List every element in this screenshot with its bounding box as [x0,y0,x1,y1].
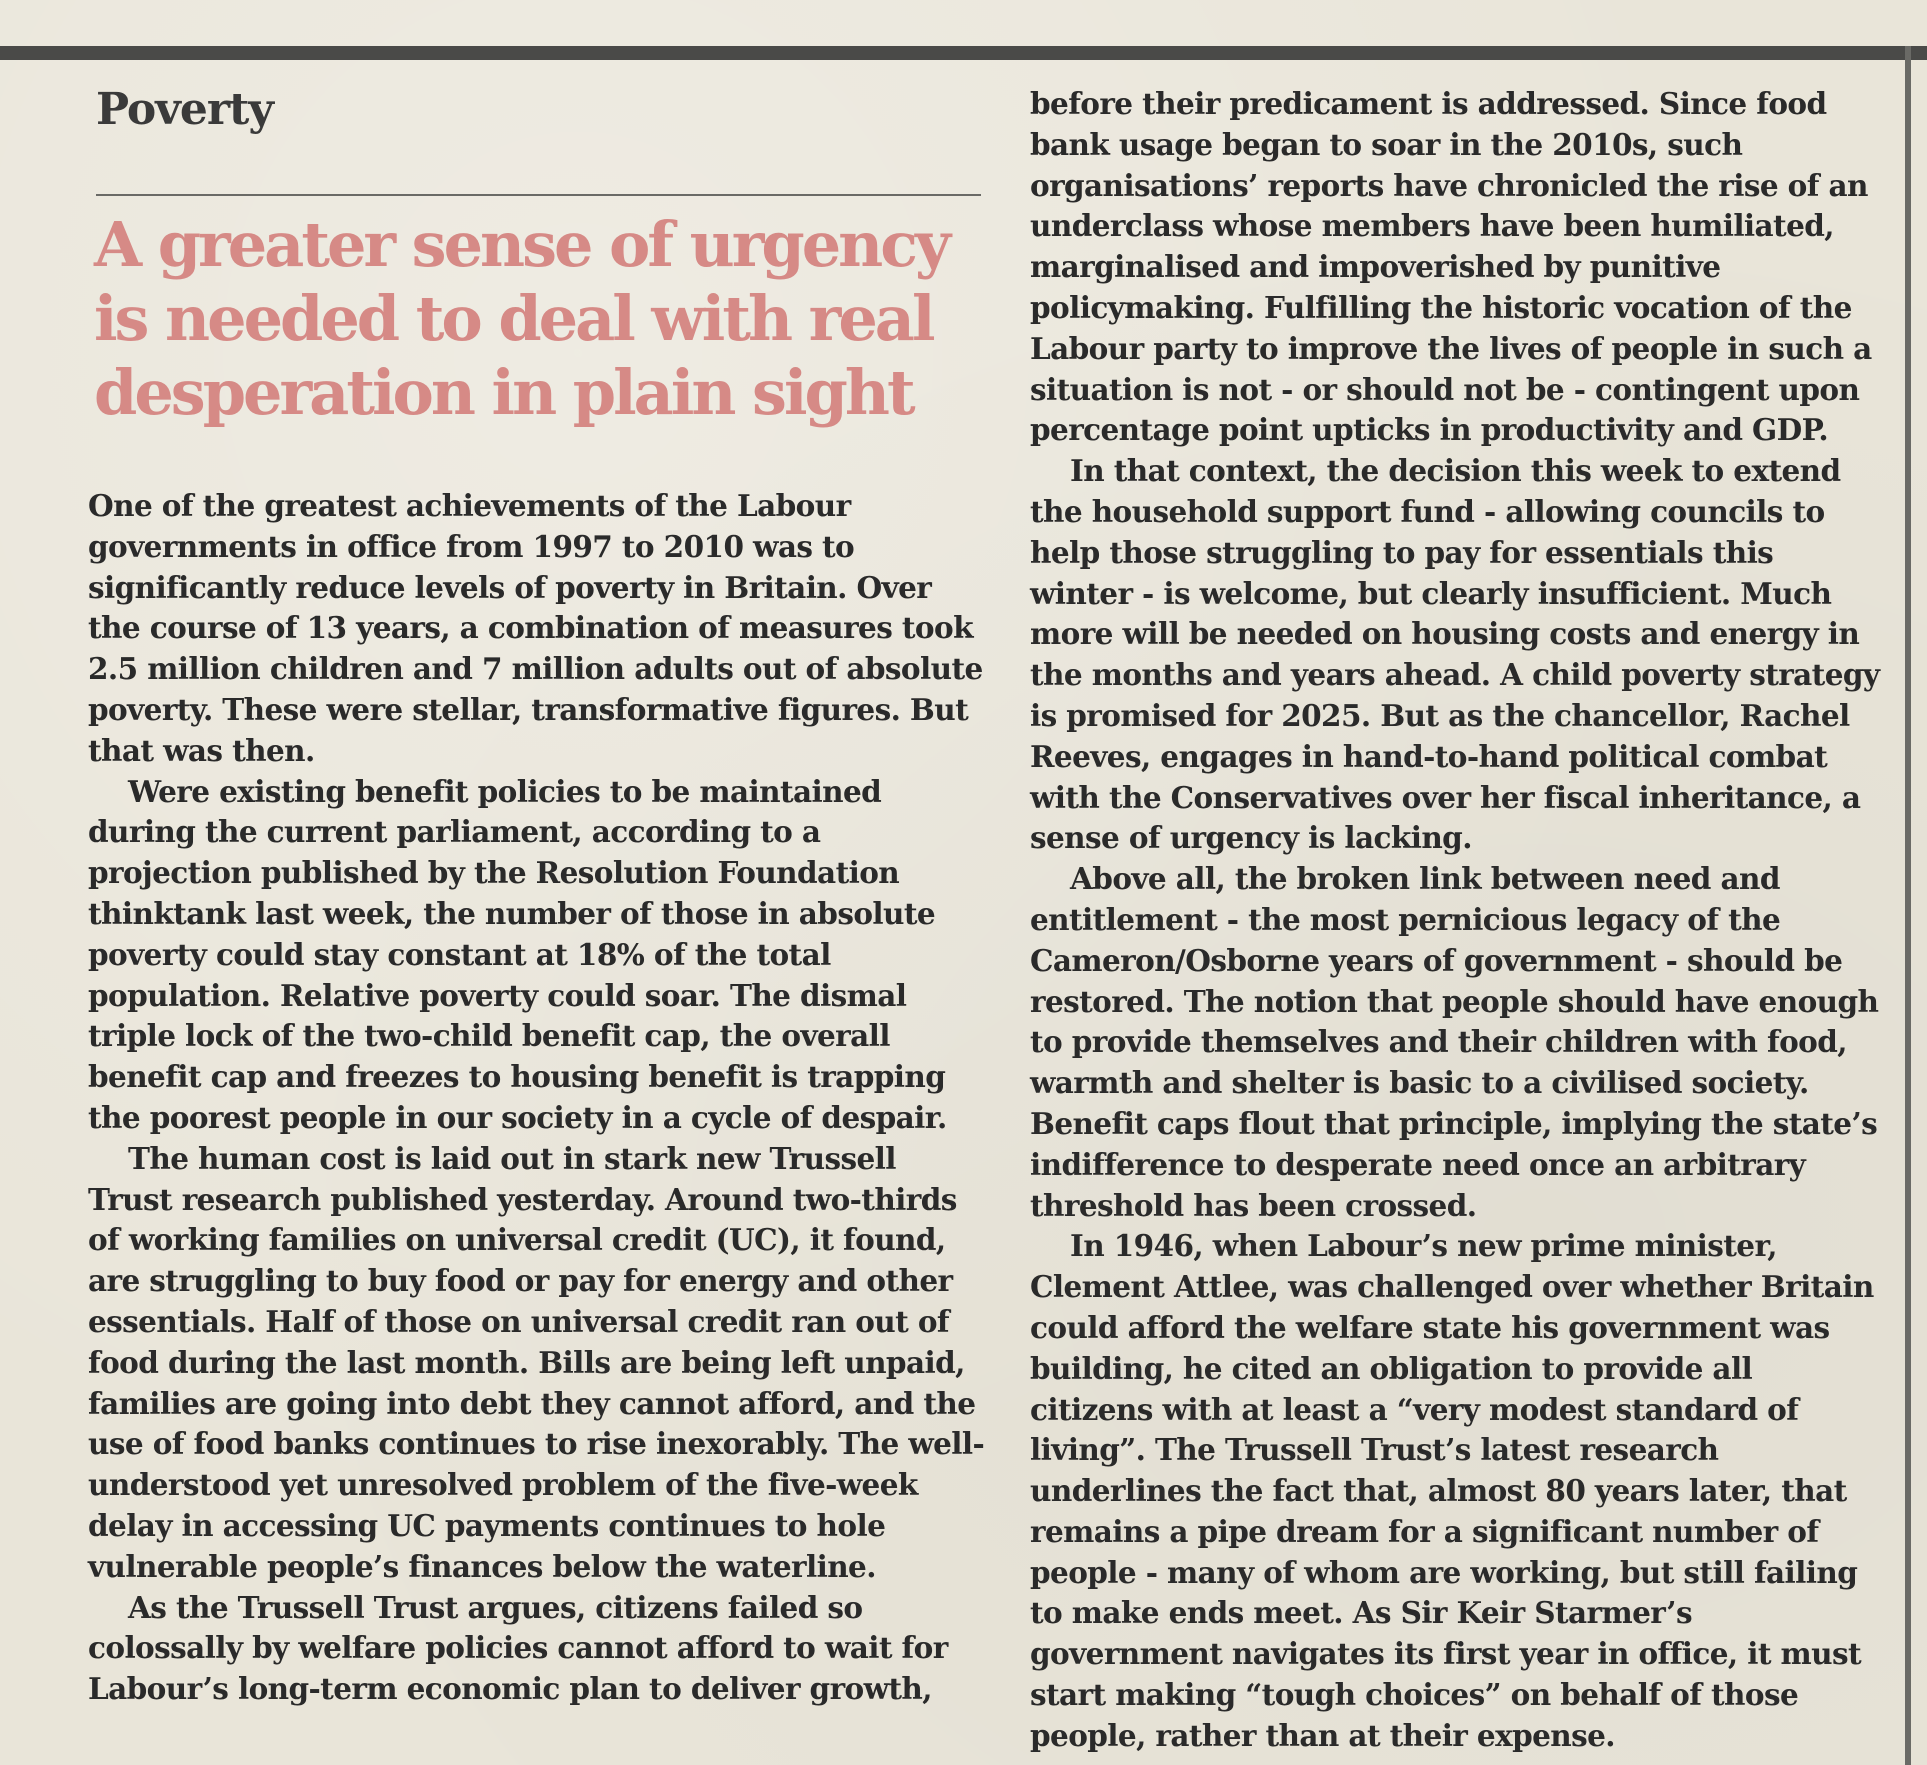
paragraph-6: Above all, the broken link between need and entitlement - the most pernicious legacy of the Cameron/Osborne years of government - should be restored. The notion that people should have enough to provide themselves and their children with food, warmth and shelter is basic to a civilised society. Benefit caps flout that principle, implying the state’s indifference to desperate need once an arbitrary threshold has been crossed. [1030,861,1879,1223]
top-rule [0,46,1927,60]
headline: A greater sense of urgency is needed to deal with real desperation in plain sight [94,208,949,429]
right-column-rule [1905,46,1911,1765]
section-label: Poverty [96,84,273,135]
right-column [1030,84,1880,1757]
left-column [88,486,988,1710]
paragraph-1: One of the greatest achievements of the Labour governments in office from 1997 to 2010 was to significantly reduce levels of poverty in Britain. Over the course of 13 years, a combination of measures took 2.5 million children and 7 million adults out of absolute poverty. These were stellar, transformative figures. But that was then. [88,488,983,768]
paragraph-7: In 1946, when Labour’s new prime minister, Clement Attlee, was challenged over whether Britain could afford the welfare state his government was building, he cited an obligation to provide all citizens with at least a “very modest standard of living”. The Trussell Trust’s latest research underlines the fact that, almost 80 years later, that remains a pipe dream for a significant number of people - many of whom are working, but still failing to make ends meet. As Sir Keir Starmer’s government navigates its first year in office, it must start making “tough choices” on behalf of those people, rather than at their expense. [1030,1228,1874,1753]
paragraph-4-start: As the Trussell Trust argues, citizens failed so colossally by welfare policies cannot afford to wait for Labour’s long-term economic plan to deliver growth, [88,1589,948,1707]
paragraph-3: The human cost is laid out in stark new Trussell Trust research published yesterday. Around two-thirds of working families on universal credit (UC), it found, are struggling to buy food or pay for energy and other essentials. Half of those on universal credit ran out of food during the last month. Bills are being left unpaid, families are going into debt they cannot afford, and the use of food banks continues to rise inexorably. The well-understood yet unresolved problem of the five-week delay in accessing UC payments continues to hole vulnerable people’s finances below the waterline. [88,1140,985,1584]
paragraph-2: Were existing benefit policies to be maintained during the current parliament, according to a projection published by the Resolution Foundation thinktank last week, the number of those in absolute poverty could stay constant at 18% of the total population. Relative poverty could soar. The dismal triple lock of the two-child benefit cap, the overall benefit cap and freezes to housing benefit is trapping the poorest people in our society in a cycle of despair. [88,773,947,1135]
section-divider [96,194,981,196]
paragraph-4-continued: before their predicament is addressed. Since food bank usage began to soar in the 2010s, such organisations’ reports have chronicled the rise of an underclass whose members have been humiliated, marginalised and impoverished by punitive policymaking. Fulfilling the historic vocation of the Labour party to improve the lives of people in such a situation is not - or should not be - contingent upon percentage point upticks in productivity and GDP. [1030,86,1872,448]
paragraph-5: In that context, the decision this week to extend the household support fund - allowing councils to help those struggling to pay for essentials this winter - is welcome, but clearly insufficient. Much more will be needed on housing costs and energy in the months and years ahead. A child poverty strategy is promised for 2025. But as the chancellor, Rachel Reeves, engages in hand-to-hand political combat with the Conservatives over her fiscal inheritance, a sense of urgency is lacking. [1030,453,1880,856]
